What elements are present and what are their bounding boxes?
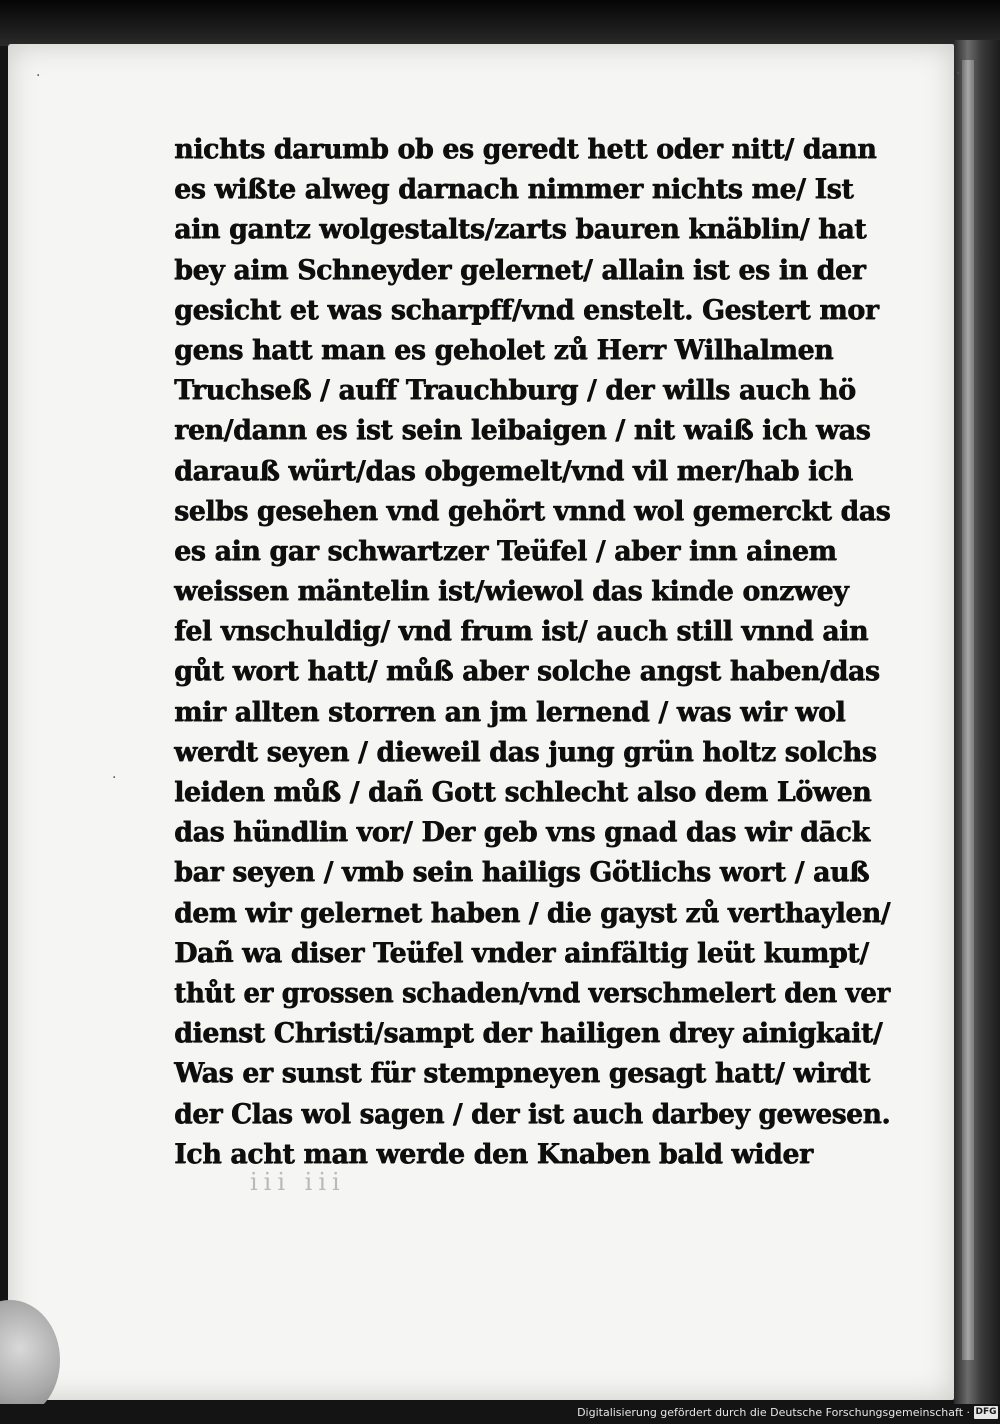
scan-top-border xyxy=(0,0,1000,46)
book-edge-highlight xyxy=(962,60,974,1360)
text-line: gens hatt man es geholet zů Herr Wilhalmen xyxy=(174,334,834,366)
dfg-logo-icon: DFG xyxy=(975,1407,997,1417)
text-line: gesicht et was scharpff/vnd enstelt. Gestert mor xyxy=(174,294,879,326)
text-line: dienst Christi/sampt der hailigen drey ainigkait/ xyxy=(174,1018,883,1050)
text-line: ren/dann es ist sein leibaigen / nit waiß ich was xyxy=(174,415,871,447)
text-line: mir allten storren an jm lernend / was wir wol xyxy=(174,696,846,728)
text-line: Dañ wa diser Teüfel vnder ainfältig leüt kumpt/ xyxy=(174,937,869,969)
text-line: gůt wort hatt/ můß aber solche angst haben/das xyxy=(174,656,880,688)
faded-margin-marks: iii iii xyxy=(250,1168,346,1196)
funding-credit: Digitalisierung gefördert durch die Deutsche Forschungsgemeinschaft · xyxy=(577,1406,970,1419)
page-speck: · xyxy=(36,68,41,84)
page-speck: · xyxy=(956,66,961,82)
text-line: bar seyen / vmb sein hailigs Götlichs wort / auß xyxy=(174,857,870,889)
book-binding-edge xyxy=(954,40,1000,1410)
text-line: darauß würt/das obgemelt/vnd vil mer/hab ich xyxy=(174,455,853,487)
text-line: der Clas wol sagen / der ist auch darbey gewesen. xyxy=(174,1098,891,1130)
text-line: Was er sunst für stempneyen gesagt hatt/ wirdt xyxy=(174,1058,870,1090)
text-line: Truchseß / auff Trauchburg / der wills auch hö xyxy=(174,375,856,407)
document-text-block xyxy=(174,130,894,1175)
text-line: fel vnschuldig/ vnd frum ist/ auch still vnnd ain xyxy=(174,616,869,648)
text-line: dem wir gelernet haben / die gayst zů verthaylen/ xyxy=(174,897,890,929)
text-line: weissen mäntelin ist/wiewol das kinde onzwey xyxy=(174,576,849,608)
text-line: es ain gar schwartzer Teüfel / aber inn ainem xyxy=(174,535,837,567)
text-line: ain gantz wolgestalts/zarts bauren knäblin/ hat xyxy=(174,214,867,246)
page-speck: · xyxy=(112,770,117,786)
text-line: selbs gesehen vnd gehört vnnd wol gemerckt das xyxy=(174,495,891,527)
text-line: leiden můß / dañ Gott schlecht also dem Löwen xyxy=(174,777,872,808)
text-line: das hündlin vor/ Der geb vns gnad das wir dāck xyxy=(174,817,870,849)
text-line: nichts darumb ob es geredt hett oder nitt/ dann xyxy=(174,134,877,165)
text-line: werdt seyen / dieweil das jung grün holtz solchs xyxy=(174,736,877,768)
text-line: es wißte alweg darnach nimmer nichts me/ Ist xyxy=(174,174,854,206)
text-line: bey aim Schneyder gelernet/ allain ist es in der xyxy=(174,254,866,286)
text-line: thůt er grossen schaden/vnd verschmelert den ver xyxy=(174,977,890,1009)
text-line: Ich acht man werde den Knaben bald wider xyxy=(174,1138,813,1170)
